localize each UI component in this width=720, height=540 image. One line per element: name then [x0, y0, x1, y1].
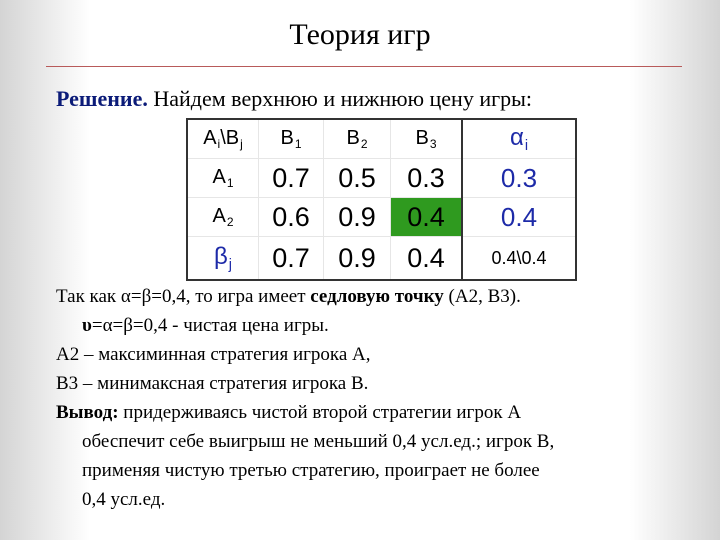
text-line-4: В3 – минимаксная стратегия игрока В. [56, 373, 369, 394]
conclusion-label: Вывод: [56, 402, 119, 423]
text-line-2 [82, 315, 329, 337]
text-line-6: обеспечит себе выигрыш не меньший 0,4 усл.ед.; игрок В, [82, 431, 555, 452]
cell-a1-b3: 0.3 [391, 159, 463, 198]
matrix-corner-cell [187, 119, 259, 159]
text-line-7: применяя чистую третью стратегию, проиграет не более [82, 460, 540, 481]
cell-a1-b2: 0.5 [324, 159, 391, 198]
game-value-cell: 0.4\0.4 [462, 237, 576, 281]
row-index: 2 [226, 215, 234, 230]
row-index: 1 [226, 176, 234, 191]
row-letter: A [212, 204, 226, 227]
solution-text: Найдем верхнюю и нижнюю цену игры: [147, 86, 533, 111]
cell-a1-b1: 0.7 [259, 159, 324, 198]
col-index: 2 [360, 137, 368, 152]
row-label-a1 [187, 159, 259, 198]
alpha-header [462, 119, 576, 159]
cell-a2-b1: 0.6 [259, 198, 324, 237]
alpha-a2: 0.4 [462, 198, 576, 237]
corner-a: A [203, 126, 217, 149]
row-label-a2 [187, 198, 259, 237]
col-index: 3 [429, 137, 437, 152]
upsilon-symbol: υ [82, 315, 92, 336]
matrix-row-a2 [187, 198, 576, 237]
matrix-header-row [187, 119, 576, 159]
corner-a-index: i [217, 137, 221, 152]
line1-post: (А2, В3). [443, 286, 521, 307]
solution-heading [56, 88, 532, 110]
beta-b1: 0.7 [259, 237, 324, 281]
col-letter: B [415, 126, 429, 149]
payoff-matrix [186, 118, 577, 281]
col-index: 1 [294, 137, 302, 152]
corner-separator: \ [220, 126, 226, 149]
column-header-b2 [324, 119, 391, 159]
column-header-b3 [391, 119, 463, 159]
beta-b2: 0.9 [324, 237, 391, 281]
beta-index: j [228, 257, 232, 274]
corner-b-index: j [240, 137, 243, 152]
title-divider [46, 66, 682, 67]
text-line-3: А2 – максиминная стратегия игрока А, [56, 344, 371, 365]
text-line-1 [56, 286, 521, 308]
alpha-symbol: α [509, 123, 524, 151]
matrix-row-a1 [187, 159, 576, 198]
beta-label [187, 237, 259, 281]
alpha-a1: 0.3 [462, 159, 576, 198]
row-letter: A [212, 165, 226, 188]
slide-title: Теория игр [289, 18, 431, 51]
saddle-point-cell: 0.4 [391, 198, 463, 237]
line5-post: придерживаясь чистой второй стратегии игрок А [118, 402, 522, 423]
beta-b3: 0.4 [391, 237, 463, 281]
text-line-8: 0,4 усл.ед. [82, 489, 166, 510]
matrix-beta-row [187, 237, 576, 281]
col-letter: B [346, 126, 360, 149]
cell-a2-b2: 0.9 [324, 198, 391, 237]
line2-rest: =α=β=0,4 - чистая цена игры. [91, 315, 329, 336]
line1-pre: Так как α=β=0,4, то игра имеет [56, 286, 311, 307]
col-letter: B [280, 126, 294, 149]
beta-symbol: β [213, 242, 228, 270]
saddle-point-term: седловую точку [310, 286, 444, 307]
alpha-index: i [524, 138, 529, 155]
column-header-b1 [259, 119, 324, 159]
text-line-5 [56, 402, 521, 424]
solution-label: Решение. [56, 86, 148, 111]
corner-b: B [225, 126, 240, 149]
